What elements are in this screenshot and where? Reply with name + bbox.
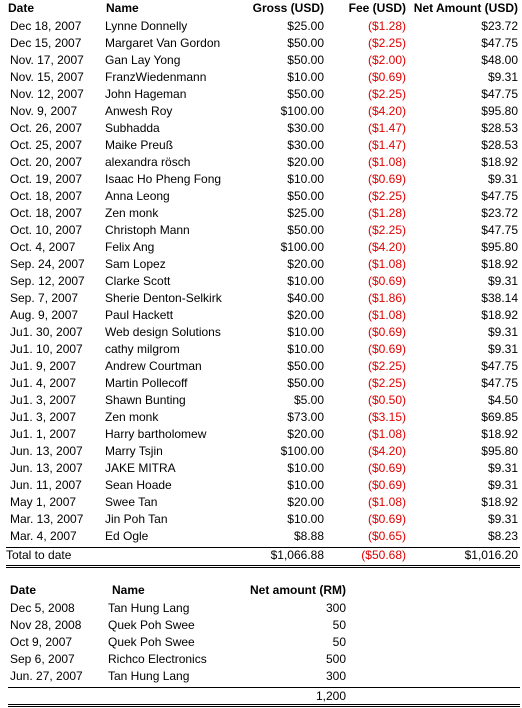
donation-gross: $20.00 — [287, 495, 324, 509]
disbursement-row — [8, 600, 520, 617]
donation-net-amount: $95.80 — [481, 104, 518, 118]
donor-name: Paul Hackett — [105, 308, 174, 322]
donation-fee: ($0.69) — [367, 478, 406, 492]
donation-gross: $8.88 — [293, 529, 324, 543]
header-name: Name — [106, 1, 139, 15]
disbursement-date: Nov 28, 2008 — [10, 618, 82, 632]
donation-fee: ($2.25) — [367, 376, 406, 390]
donation-date: Dec 18, 2007 — [10, 19, 82, 33]
donation-date: Sep. 7, 2007 — [10, 291, 79, 305]
donation-net-amount: $18.92 — [481, 257, 518, 271]
disbursement-net-amount: 300 — [325, 669, 346, 683]
donation-fee: ($0.69) — [367, 172, 406, 186]
donation-gross: $20.00 — [287, 427, 324, 441]
header-date: Date — [10, 583, 37, 597]
donor-name: Lynne Donnelly — [105, 19, 188, 33]
donation-date: Ju1. 3, 2007 — [10, 410, 77, 424]
donation-row — [6, 273, 520, 290]
donation-row — [6, 494, 520, 511]
donation-net-amount: $69.85 — [481, 410, 518, 424]
recipient-name: Tan Hung Lang — [108, 601, 190, 615]
donor-name: Web design Solutions — [105, 325, 221, 339]
donation-fee: ($1.08) — [367, 308, 406, 322]
donation-row — [6, 375, 520, 392]
donation-row — [6, 188, 520, 205]
donation-row — [6, 460, 520, 477]
recipient-name: Quek Poh Swee — [108, 635, 195, 649]
header-gross: Gross (USD) — [252, 1, 324, 15]
donor-name: cathy milgrom — [105, 342, 180, 356]
donation-date: Oct. 19, 2007 — [10, 172, 83, 186]
donor-name: Subhadda — [105, 121, 160, 135]
donor-name: Andrew Courtman — [105, 359, 202, 373]
donation-date: Jun. 13, 2007 — [10, 444, 83, 458]
donation-gross: $20.00 — [287, 308, 324, 322]
donation-gross: $10.00 — [287, 274, 324, 288]
donation-fee: ($2.25) — [367, 359, 406, 373]
donation-gross: $100.00 — [280, 104, 324, 118]
disbursements-total-net: 1,200 — [315, 689, 346, 703]
donation-fee: ($2.25) — [367, 36, 406, 50]
disbursement-date: Sep 6, 2007 — [10, 652, 75, 666]
disbursement-row — [8, 651, 520, 668]
disbursement-net-amount: 500 — [325, 652, 346, 666]
donation-date: Ju1. 10, 2007 — [10, 342, 83, 356]
donation-fee: ($1.08) — [367, 427, 406, 441]
donation-gross: $10.00 — [287, 512, 324, 526]
donation-date: Mar. 4, 2007 — [10, 529, 77, 543]
donation-gross: $100.00 — [280, 240, 324, 254]
donation-net-amount: $9.31 — [487, 274, 518, 288]
donation-row — [6, 205, 520, 222]
donation-date: Oct. 26, 2007 — [10, 121, 83, 135]
donation-date: Nov. 17, 2007 — [10, 53, 84, 67]
donor-name: Sam Lopez — [105, 257, 166, 271]
donation-date: Ju1. 30, 2007 — [10, 325, 83, 339]
donor-name: Maike Preuß — [105, 138, 174, 152]
disbursement-net-amount: 50 — [332, 635, 346, 649]
donor-name: Clarke Scott — [105, 274, 171, 288]
donation-row — [6, 222, 520, 239]
donation-fee: ($2.25) — [367, 223, 406, 237]
disbursement-net-amount: 300 — [325, 601, 346, 615]
donation-fee: ($0.69) — [367, 70, 406, 84]
disbursement-date: Oct 9, 2007 — [10, 635, 73, 649]
donation-gross: $50.00 — [287, 87, 324, 101]
donation-net-amount: $9.31 — [487, 512, 518, 526]
donation-net-amount: $47.75 — [481, 376, 518, 390]
donation-date: Sep. 24, 2007 — [10, 257, 85, 271]
donation-gross: $50.00 — [287, 53, 324, 67]
donation-net-amount: $9.31 — [487, 342, 518, 356]
donor-name: Isaac Ho Pheng Fong — [105, 172, 222, 186]
donations-total-underline — [6, 565, 520, 568]
donation-fee: ($0.69) — [367, 274, 406, 288]
total-gross: $1,066.88 — [270, 548, 324, 562]
total-label: Total to date — [6, 548, 72, 562]
donation-gross: $30.00 — [287, 121, 324, 135]
donation-date: Oct. 4, 2007 — [10, 240, 76, 254]
donation-date: Jun. 11, 2007 — [10, 478, 82, 492]
header-date: Date — [8, 1, 35, 15]
donation-fee: ($4.20) — [367, 240, 406, 254]
donation-gross: $50.00 — [287, 223, 324, 237]
recipient-name: Tan Hung Lang — [108, 669, 190, 683]
donation-net-amount: $47.75 — [481, 87, 518, 101]
donation-net-amount: $95.80 — [481, 444, 518, 458]
donation-net-amount: $48.00 — [481, 53, 518, 67]
donor-name: Harry bartholomew — [105, 427, 207, 441]
donation-net-amount: $28.53 — [481, 138, 518, 152]
donation-net-amount: $28.53 — [481, 121, 518, 135]
donor-name: FranzWiedenmann — [105, 70, 207, 84]
donation-net-amount: $38.14 — [481, 291, 518, 305]
donation-net-amount: $18.92 — [481, 495, 518, 509]
donation-row — [6, 341, 520, 358]
donor-name: alexandra rösch — [105, 155, 191, 169]
donation-fee: ($2.25) — [367, 87, 406, 101]
donations-body — [6, 18, 520, 545]
donation-gross: $25.00 — [287, 19, 324, 33]
donation-net-amount: $95.80 — [481, 240, 518, 254]
header-net-amount: Net Amount (USD) — [413, 1, 518, 15]
disbursement-row — [8, 668, 520, 685]
disbursements-total-row — [8, 687, 520, 704]
donor-name: Christoph Mann — [105, 223, 190, 237]
donation-row — [6, 52, 520, 69]
recipient-name: Richco Electronics — [108, 652, 207, 666]
donation-date: Ju1. 3, 2007 — [10, 393, 77, 407]
donor-name: Marry Tsjin — [105, 444, 163, 458]
donation-date: Sep. 12, 2007 — [10, 274, 85, 288]
donation-date: Nov. 15, 2007 — [10, 70, 84, 84]
recipient-name: Quek Poh Swee — [108, 618, 195, 632]
donation-row — [6, 35, 520, 52]
donation-gross: $20.00 — [287, 155, 324, 169]
disbursements-body — [8, 600, 520, 685]
donation-net-amount: $18.92 — [481, 308, 518, 322]
donation-date: Nov. 9, 2007 — [10, 104, 78, 118]
donor-name: JAKE MITRA — [105, 461, 176, 475]
donation-row — [6, 511, 520, 528]
donor-name: Sherie Denton-Selkirk — [105, 291, 222, 305]
donor-name: Zen monk — [105, 410, 159, 424]
total-net-amount: $1,016.20 — [464, 548, 518, 562]
donation-row — [6, 409, 520, 426]
donation-row — [6, 69, 520, 86]
donation-row — [6, 120, 520, 137]
donation-net-amount: $9.31 — [487, 70, 518, 84]
disbursements-total-underline — [8, 704, 520, 707]
donation-row — [6, 137, 520, 154]
donor-name: Felix Ang — [105, 240, 155, 254]
donation-fee: ($0.69) — [367, 342, 406, 356]
donation-date: Aug. 9, 2007 — [10, 308, 79, 322]
donation-date: Ju1. 9, 2007 — [10, 359, 77, 373]
donation-date: Ju1. 4, 2007 — [10, 376, 77, 390]
donation-row — [6, 256, 520, 273]
donations-header-row — [6, 0, 520, 18]
donation-row — [6, 290, 520, 307]
disbursements-header-row — [8, 582, 520, 600]
donation-fee: ($1.47) — [367, 121, 406, 135]
donation-row — [6, 528, 520, 545]
donations-table — [6, 0, 520, 568]
donation-row — [6, 443, 520, 460]
donation-net-amount: $18.92 — [481, 427, 518, 441]
disbursements-table — [8, 582, 520, 707]
donation-fee: ($4.20) — [367, 104, 406, 118]
donation-row — [6, 86, 520, 103]
header-name: Name — [112, 583, 145, 597]
donation-date: Mar. 13, 2007 — [10, 512, 84, 526]
donation-fee: ($1.08) — [367, 155, 406, 169]
donor-name: Anna Leong — [105, 189, 170, 203]
disbursement-net-amount: 50 — [332, 618, 346, 632]
donation-row — [6, 392, 520, 409]
donation-fee: ($1.08) — [367, 495, 406, 509]
donation-fee: ($0.69) — [367, 512, 406, 526]
donor-name: Gan Lay Yong — [105, 53, 181, 67]
donation-gross: $10.00 — [287, 70, 324, 84]
donation-date: Oct. 10, 2007 — [10, 223, 83, 237]
header-fee: Fee (USD) — [348, 1, 406, 15]
donation-fee: ($0.69) — [367, 325, 406, 339]
donation-net-amount: $47.75 — [481, 223, 518, 237]
donation-fee: ($0.50) — [367, 393, 406, 407]
donations-total-row — [6, 547, 520, 564]
donation-row — [6, 477, 520, 494]
donation-date: Oct. 18, 2007 — [10, 189, 83, 203]
donation-gross: $50.00 — [287, 189, 324, 203]
donor-name: Sean Hoade — [105, 478, 172, 492]
donation-row — [6, 426, 520, 443]
donation-gross: $25.00 — [287, 206, 324, 220]
donation-date: Nov. 12, 2007 — [10, 87, 84, 101]
donation-row — [6, 171, 520, 188]
donor-name: Anwesh Roy — [105, 104, 173, 118]
donor-name: Zen monk — [105, 206, 159, 220]
donor-name: Swee Tan — [105, 495, 158, 509]
donation-date: May 1, 2007 — [10, 495, 77, 509]
donation-date: Jun. 13, 2007 — [10, 461, 83, 475]
donation-gross: $20.00 — [287, 257, 324, 271]
donation-fee: ($2.25) — [367, 189, 406, 203]
disbursement-date: Dec 5, 2008 — [10, 601, 75, 615]
donation-fee: ($1.08) — [367, 257, 406, 271]
donor-name: John Hageman — [105, 87, 187, 101]
donation-row — [6, 239, 520, 256]
donor-name: Shawn Bunting — [105, 393, 186, 407]
donation-gross: $40.00 — [287, 291, 324, 305]
donation-row — [6, 154, 520, 171]
donation-net-amount: $47.75 — [481, 189, 518, 203]
donation-fee: ($1.86) — [367, 291, 406, 305]
donation-date: Oct. 20, 2007 — [10, 155, 83, 169]
donation-gross: $73.00 — [287, 410, 324, 424]
donation-net-amount: $9.31 — [487, 325, 518, 339]
donation-gross: $30.00 — [287, 138, 324, 152]
donation-row — [6, 18, 520, 35]
donation-fee: ($0.65) — [367, 529, 406, 543]
donation-gross: $50.00 — [287, 376, 324, 390]
donation-net-amount: $9.31 — [487, 461, 518, 475]
donation-date: Dec 15, 2007 — [10, 36, 82, 50]
donation-net-amount: $23.72 — [481, 19, 518, 33]
donation-net-amount: $8.23 — [487, 529, 518, 543]
donation-fee: ($3.15) — [367, 410, 406, 424]
header-net-amount-rm: Net amount (RM) — [250, 583, 346, 597]
donation-net-amount: $47.75 — [481, 359, 518, 373]
donation-gross: $100.00 — [280, 444, 324, 458]
donation-fee: ($1.47) — [367, 138, 406, 152]
donation-net-amount: $47.75 — [481, 36, 518, 50]
donation-date: Oct. 25, 2007 — [10, 138, 83, 152]
donation-net-amount: $9.31 — [487, 478, 518, 492]
donor-name: Margaret Van Gordon — [105, 36, 221, 50]
donation-net-amount: $4.50 — [487, 393, 518, 407]
donation-date: Ju1. 1, 2007 — [10, 427, 77, 441]
donation-fee: ($4.20) — [367, 444, 406, 458]
donation-fee: ($0.69) — [367, 461, 406, 475]
donation-gross: $50.00 — [287, 36, 324, 50]
donation-date: Oct. 18, 2007 — [10, 206, 83, 220]
donation-gross: $5.00 — [293, 393, 324, 407]
donation-net-amount: $23.72 — [481, 206, 518, 220]
donation-net-amount: $18.92 — [481, 155, 518, 169]
donor-name: Ed Ogle — [105, 529, 149, 543]
donation-row — [6, 324, 520, 341]
donation-fee: ($1.28) — [367, 19, 406, 33]
donation-fee: ($1.28) — [367, 206, 406, 220]
donation-row — [6, 358, 520, 375]
donation-gross: $50.00 — [287, 359, 324, 373]
disbursement-row — [8, 634, 520, 651]
donation-gross: $10.00 — [287, 342, 324, 356]
donation-fee: ($2.00) — [367, 53, 406, 67]
disbursement-date: Jun. 27, 2007 — [10, 669, 83, 683]
donation-gross: $10.00 — [287, 478, 324, 492]
donor-name: Jin Poh Tan — [105, 512, 168, 526]
donation-net-amount: $9.31 — [487, 172, 518, 186]
donation-row — [6, 307, 520, 324]
donor-name: Martin Pollecoff — [105, 376, 188, 390]
donation-gross: $10.00 — [287, 172, 324, 186]
disbursement-row — [8, 617, 520, 634]
donation-gross: $10.00 — [287, 325, 324, 339]
total-fee: ($50.68) — [361, 548, 406, 562]
donation-gross: $10.00 — [287, 461, 324, 475]
donation-row — [6, 103, 520, 120]
